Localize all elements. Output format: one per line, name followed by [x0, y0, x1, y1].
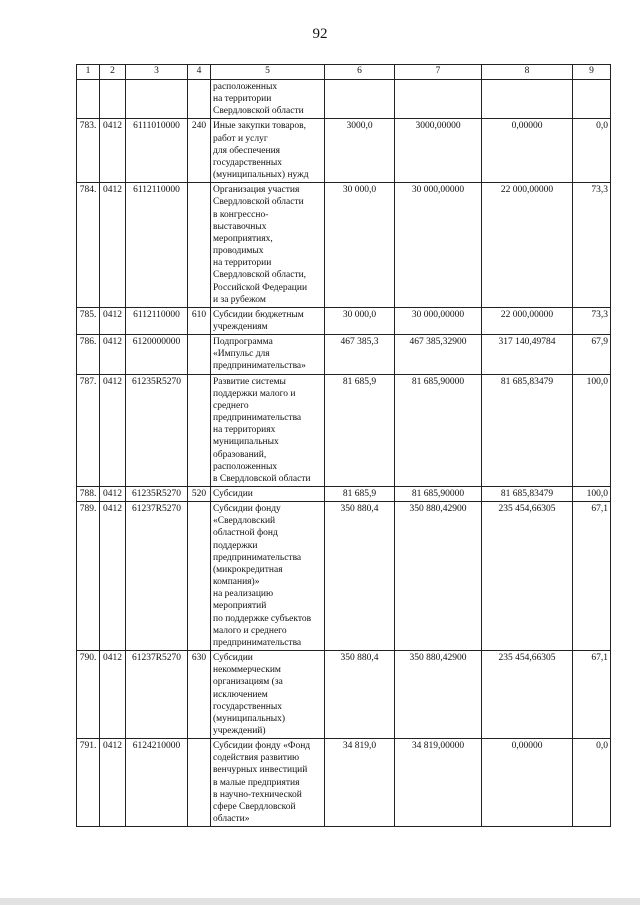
- expense-type-code: [188, 183, 211, 308]
- table-row: [77, 502, 611, 651]
- row-number: 784.: [77, 183, 100, 308]
- expense-type-code: 520: [188, 487, 211, 502]
- executed-amount: 317 140,49784: [482, 335, 573, 374]
- section-code: 0412: [100, 651, 126, 739]
- target-code: 61235R5270: [126, 374, 188, 486]
- table-row: [77, 487, 611, 502]
- row-number: 785.: [77, 307, 100, 334]
- column-header-3: 3: [126, 65, 188, 80]
- target-code: 6112110000: [126, 307, 188, 334]
- approved-amount: 30 000,00000: [395, 307, 482, 334]
- header-row: [77, 65, 611, 80]
- budget-table: [76, 64, 611, 827]
- approved-amount: 350 880,42900: [395, 502, 482, 651]
- execution-percent: 67,1: [573, 502, 611, 651]
- section-code: [100, 80, 126, 119]
- table-row: [77, 739, 611, 827]
- planned-amount: 30 000,0: [325, 183, 395, 308]
- planned-amount: [325, 80, 395, 119]
- executed-amount: 22 000,00000: [482, 183, 573, 308]
- section-code: 0412: [100, 374, 126, 486]
- expense-type-code: [188, 374, 211, 486]
- table-row: [77, 651, 611, 739]
- item-name: Иные закупки товаров, работ и услуг для обеспечения государственных (муниципальных) нужд: [211, 119, 325, 183]
- executed-amount: 22 000,00000: [482, 307, 573, 334]
- planned-amount: 350 880,4: [325, 502, 395, 651]
- item-name: Субсидии некоммерческим организациям (за исключением государственных (муниципальных) учреждений): [211, 651, 325, 739]
- expense-type-code: [188, 335, 211, 374]
- row-number: 786.: [77, 335, 100, 374]
- section-code: 0412: [100, 307, 126, 334]
- column-header-6: 6: [325, 65, 395, 80]
- expense-type-code: 630: [188, 651, 211, 739]
- table-row: [77, 119, 611, 183]
- item-name: Субсидии бюджетным учреждениям: [211, 307, 325, 334]
- expense-type-code: [188, 80, 211, 119]
- execution-percent: 0,0: [573, 119, 611, 183]
- planned-amount: 3000,0: [325, 119, 395, 183]
- section-code: 0412: [100, 335, 126, 374]
- target-code: 61235R5270: [126, 487, 188, 502]
- table-row: [77, 335, 611, 374]
- column-header-8: 8: [482, 65, 573, 80]
- row-number: 789.: [77, 502, 100, 651]
- target-code: 61237R5270: [126, 651, 188, 739]
- approved-amount: 81 685,90000: [395, 487, 482, 502]
- item-name: расположенных на территории Свердловской области: [211, 80, 325, 119]
- target-code: 6124210000: [126, 739, 188, 827]
- item-name: Субсидии фонду «Свердловский областной фонд поддержки предпринимательства (микрокредитная компания)» на реализацию мероприятий по поддержке субъектов малого и среднего предпринимательства: [211, 502, 325, 651]
- executed-amount: 81 685,83479: [482, 487, 573, 502]
- item-name: Организация участия Свердловской области в конгрессно- выставочных мероприятиях, проводимых на территории Свердловской области, Российской Федерации и за рубежом: [211, 183, 325, 308]
- approved-amount: [395, 80, 482, 119]
- column-header-1: 1: [77, 65, 100, 80]
- approved-amount: 34 819,00000: [395, 739, 482, 827]
- column-header-2: 2: [100, 65, 126, 80]
- execution-percent: 67,9: [573, 335, 611, 374]
- row-number: 790.: [77, 651, 100, 739]
- target-code: 6111010000: [126, 119, 188, 183]
- approved-amount: 350 880,42900: [395, 651, 482, 739]
- item-name: Субсидии: [211, 487, 325, 502]
- execution-percent: 100,0: [573, 374, 611, 486]
- table-row: [77, 307, 611, 334]
- planned-amount: 30 000,0: [325, 307, 395, 334]
- table-row: [77, 80, 611, 119]
- approved-amount: 3000,00000: [395, 119, 482, 183]
- executed-amount: 0,00000: [482, 119, 573, 183]
- column-header-5: 5: [211, 65, 325, 80]
- planned-amount: 34 819,0: [325, 739, 395, 827]
- table-row: [77, 374, 611, 486]
- row-number: [77, 80, 100, 119]
- executed-amount: 235 454,66305: [482, 502, 573, 651]
- execution-percent: 73,3: [573, 307, 611, 334]
- item-name: Развитие системы поддержки малого и среднего предпринимательства на территориях муниципальных образований, расположенных в Свердловской области: [211, 374, 325, 486]
- table-row: [77, 183, 611, 308]
- approved-amount: 30 000,00000: [395, 183, 482, 308]
- section-code: 0412: [100, 487, 126, 502]
- section-code: 0412: [100, 183, 126, 308]
- target-code: 6112110000: [126, 183, 188, 308]
- executed-amount: 0,00000: [482, 739, 573, 827]
- target-code: 61237R5270: [126, 502, 188, 651]
- planned-amount: 350 880,4: [325, 651, 395, 739]
- target-code: [126, 80, 188, 119]
- item-name: Субсидии фонду «Фонд содействия развитию венчурных инвестиций в малые предприятия в научно-технической сфере Свердловской области»: [211, 739, 325, 827]
- executed-amount: 235 454,66305: [482, 651, 573, 739]
- column-header-7: 7: [395, 65, 482, 80]
- expense-type-code: 610: [188, 307, 211, 334]
- row-number: 787.: [77, 374, 100, 486]
- section-code: 0412: [100, 739, 126, 827]
- column-header-9: 9: [573, 65, 611, 80]
- execution-percent: [573, 80, 611, 119]
- row-number: 783.: [77, 119, 100, 183]
- approved-amount: 467 385,32900: [395, 335, 482, 374]
- planned-amount: 81 685,9: [325, 487, 395, 502]
- row-number: 791.: [77, 739, 100, 827]
- executed-amount: 81 685,83479: [482, 374, 573, 486]
- target-code: 6120000000: [126, 335, 188, 374]
- scan-edge: [0, 898, 640, 905]
- section-code: 0412: [100, 119, 126, 183]
- page-number: 92: [312, 26, 328, 42]
- execution-percent: 0,0: [573, 739, 611, 827]
- approved-amount: 81 685,90000: [395, 374, 482, 486]
- column-header-4: 4: [188, 65, 211, 80]
- expense-type-code: [188, 502, 211, 651]
- planned-amount: 81 685,9: [325, 374, 395, 486]
- table-body: [77, 80, 611, 827]
- section-code: 0412: [100, 502, 126, 651]
- execution-percent: 67,1: [573, 651, 611, 739]
- item-name: Подпрограмма «Импульс для предпринимательства»: [211, 335, 325, 374]
- executed-amount: [482, 80, 573, 119]
- expense-type-code: 240: [188, 119, 211, 183]
- execution-percent: 73,3: [573, 183, 611, 308]
- row-number: 788.: [77, 487, 100, 502]
- planned-amount: 467 385,3: [325, 335, 395, 374]
- execution-percent: 100,0: [573, 487, 611, 502]
- expense-type-code: [188, 739, 211, 827]
